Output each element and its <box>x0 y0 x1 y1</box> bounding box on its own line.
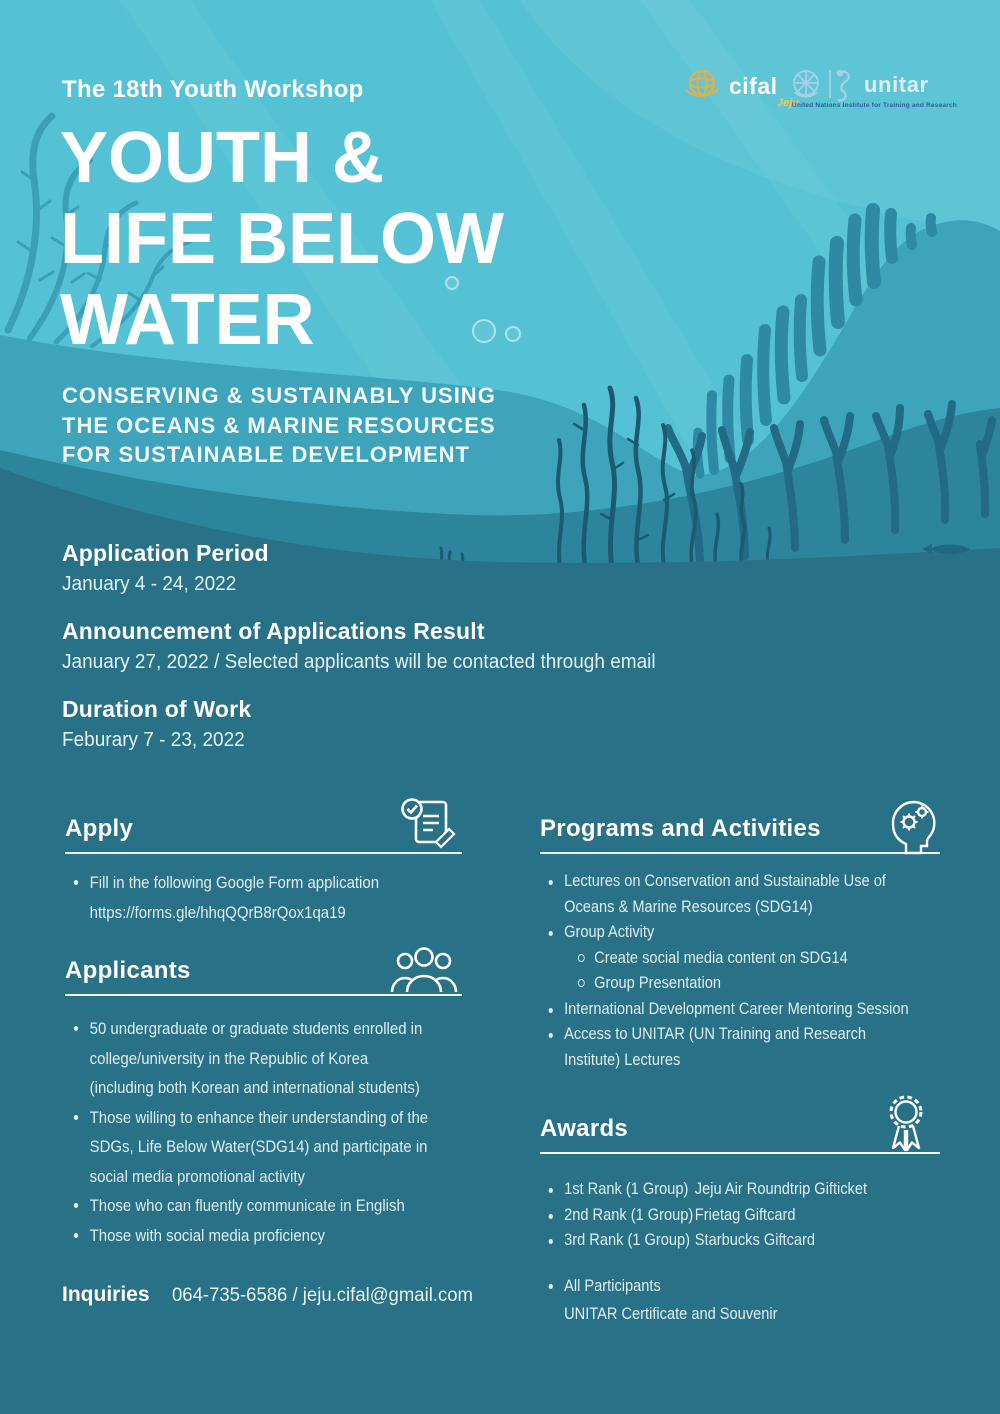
list-item <box>540 868 987 919</box>
apply-heading-label: Apply <box>65 815 134 842</box>
unitar-logo <box>790 66 1000 114</box>
programs-bullet-text: Institute) Lectures <box>564 1049 681 1069</box>
list-item <box>540 996 987 1022</box>
cifal-logo-text: cifal <box>729 72 778 99</box>
applicants-bullet-text: (including both Korean and international students) <box>89 1078 420 1097</box>
schedule-value: January 4 - 24, 2022 <box>62 573 237 595</box>
programs-section-heading <box>540 806 940 854</box>
bullet-dot <box>549 1214 553 1219</box>
apply-form-icon <box>398 796 462 854</box>
schedule-label: Application Period <box>62 540 269 566</box>
cifal-region-label: Jeju <box>777 97 800 109</box>
awards-rank-list <box>540 1176 987 1253</box>
awards-medal-icon <box>878 1090 934 1154</box>
applicants-bullet-list <box>65 1014 505 1250</box>
poster-subtitle <box>62 381 496 470</box>
bullet-ring <box>578 954 585 962</box>
programs-sub-bullet-text: Group Presentation <box>594 973 721 992</box>
application-form-url[interactable]: https://forms.gle/hhqQQrB8rQox1qa19 <box>89 902 346 922</box>
inquiries-contact: 064-735-6586 / jeju.cifal@gmail.com <box>171 1284 473 1306</box>
list-item <box>540 1202 987 1228</box>
bullet-dot <box>549 1008 553 1013</box>
award-prize: Starbucks Giftcard <box>694 1230 816 1249</box>
inquiries-label: Inquiries <box>62 1283 150 1306</box>
bullet-dot <box>549 1284 553 1289</box>
list-item <box>540 919 987 945</box>
bullet-dot <box>549 1188 553 1193</box>
award-prize: Jeju Air Roundtrip Gifticket <box>694 1179 868 1198</box>
un-emblem-icon <box>790 66 862 106</box>
award-rank: 1st Rank (1 Group) <box>564 1179 689 1198</box>
list-item <box>65 1014 505 1103</box>
bullet-dot <box>549 880 553 885</box>
cifal-globe-icon <box>683 66 721 106</box>
list-item <box>65 868 487 927</box>
schedule-value: January 27, 2022 / Selected applicants will be contacted through email <box>62 651 656 673</box>
title-line-1: YOUTH & <box>60 118 384 198</box>
list-item <box>65 1191 505 1221</box>
list-item <box>540 1272 987 1328</box>
applicants-bullet-text: 50 undergraduate or graduate students enrolled in <box>89 1019 423 1038</box>
schedule-label: Announcement of Applications Result <box>62 618 485 644</box>
programs-head-gears-icon <box>884 798 942 856</box>
list-item <box>540 1176 987 1202</box>
unitar-logo-text: unitar <box>864 72 929 97</box>
applicants-people-icon <box>388 944 460 994</box>
inquiries-row <box>62 1283 488 1307</box>
bullet-ring <box>578 979 585 987</box>
apply-bullet-list <box>65 868 487 927</box>
applicants-bullet-text: SDGs, Life Below Water(SDG14) and participate in <box>89 1137 428 1156</box>
subtitle-line-1: CONSERVING & SUSTAINABLY USING <box>62 383 496 408</box>
bullet-dot <box>74 1233 78 1238</box>
bullet-dot <box>74 1026 78 1031</box>
poster-title <box>60 118 504 361</box>
schedule-announcement <box>62 618 687 674</box>
award-prize: Frietag Giftcard <box>694 1204 796 1224</box>
programs-sub-bullet-text: Create social media content on SDG14 <box>594 947 848 967</box>
programs-bullet-list <box>540 868 987 1072</box>
bullet-dot <box>549 931 553 936</box>
schedule-duration <box>62 696 254 752</box>
bullet-dot <box>74 1115 78 1120</box>
participants-prize: UNITAR Certificate and Souvenir <box>564 1304 778 1323</box>
list-sub-item <box>540 945 987 971</box>
programs-heading-label: Programs and Activities <box>540 815 821 842</box>
subtitle-line-2: THE OCEANS & MARINE RESOURCES <box>62 412 496 438</box>
programs-bullet-text: Access to UNITAR (UN Training and Research <box>564 1024 867 1043</box>
unitar-tagline: United Nations Institute for Training and Research <box>792 102 957 109</box>
participants-label: All Participants <box>564 1276 661 1295</box>
subtitle-line-3: FOR SUSTAINABLE DEVELOPMENT <box>62 442 470 467</box>
applicants-bullet-text: college/university in the Republic of Korea <box>89 1048 369 1068</box>
programs-bullet-text: Group Activity <box>564 922 655 941</box>
workshop-eyebrow: The 18th Youth Workshop <box>62 76 364 103</box>
applicants-bullet-text: Those who can fluently communicate in English <box>89 1196 405 1215</box>
applicants-bullet-text: Those with social media proficiency <box>89 1225 325 1245</box>
apply-instruction: Fill in the following Google Form application <box>89 873 380 892</box>
award-rank: 3rd Rank (1 Group) <box>564 1230 691 1249</box>
title-line-2: LIFE BELOW <box>60 199 504 279</box>
awards-participants <box>540 1272 987 1328</box>
title-line-3: WATER <box>60 280 315 360</box>
cifal-logo <box>683 66 800 109</box>
list-item <box>540 1227 987 1253</box>
awards-heading-label: Awards <box>540 1115 629 1142</box>
schedule-label: Duration of Work <box>62 696 252 722</box>
bullet-dot <box>549 1239 553 1244</box>
programs-bullet-text: Lectures on Conservation and Sustainable Use of <box>564 871 886 890</box>
award-rank: 2nd Rank (1 Group) <box>564 1204 694 1224</box>
applicants-bullet-text: social media promotional activity <box>89 1166 305 1186</box>
list-sub-item <box>540 970 987 996</box>
bullet-dot <box>74 880 78 885</box>
list-item <box>540 1021 987 1072</box>
programs-bullet-text: International Development Career Mentoring Session <box>564 998 909 1018</box>
bullet-dot <box>74 1203 78 1208</box>
bullet-dot <box>549 1033 553 1038</box>
applicants-heading-label: Applicants <box>65 957 191 984</box>
schedule-value: Feburary 7 - 23, 2022 <box>62 729 245 751</box>
list-item <box>65 1221 505 1251</box>
programs-bullet-text: Oceans & Marine Resources (SDG14) <box>564 896 813 916</box>
schedule-application-period <box>62 540 269 596</box>
applicants-bullet-text: Those willing to enhance their understanding of the <box>89 1107 429 1127</box>
list-item <box>65 1103 505 1192</box>
